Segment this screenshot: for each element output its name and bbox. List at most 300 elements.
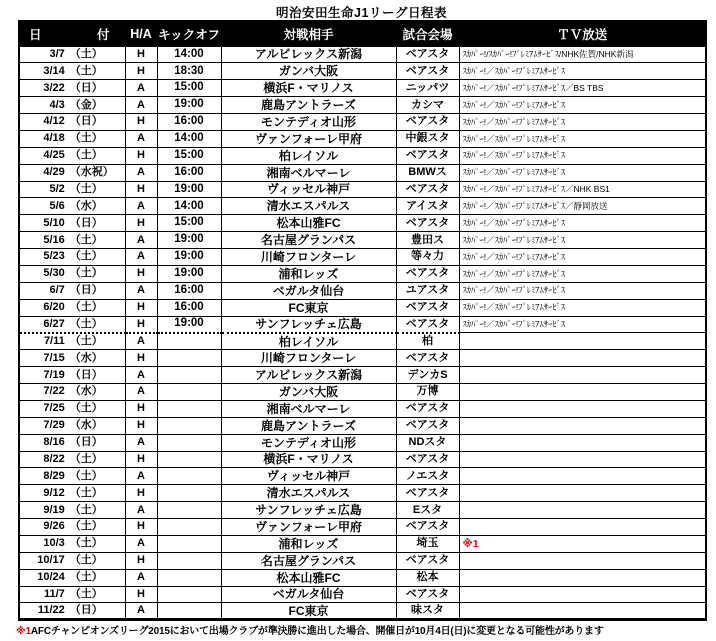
match-date-cell — [19, 130, 125, 147]
home-away-cell: A — [125, 164, 157, 181]
match-day-of-week: （土） — [69, 47, 103, 60]
venue-cell: ベアスタ — [396, 46, 459, 63]
match-date-cell — [19, 367, 125, 384]
match-date: 10/3 — [43, 537, 65, 550]
kickoff-time-cell — [157, 603, 221, 620]
footnote-text: AFCチャンピオンズリーグ2015において出場クラブが準決勝に進出した場合、開催日が10月4日(日)に変更となる可能性があります — [30, 626, 604, 637]
match-date-cell — [19, 46, 125, 63]
schedule-table — [18, 20, 707, 621]
table-row — [19, 181, 706, 198]
kickoff-time-cell — [157, 367, 221, 384]
home-away-cell: A — [125, 198, 157, 215]
tv-broadcast-cell — [459, 316, 706, 333]
venue-cell: ベアスタ — [396, 519, 459, 536]
match-date: 8/29 — [43, 469, 65, 482]
schedule-body — [19, 46, 706, 620]
tv-broadcast-cell — [459, 63, 706, 80]
match-date-cell — [19, 299, 125, 316]
table-row — [19, 63, 706, 80]
match-day-of-week: （土） — [69, 250, 103, 263]
venue-cell: ベアスタ — [396, 181, 459, 198]
tv-broadcast-cell — [459, 451, 706, 468]
table-row — [19, 535, 706, 552]
tv-broadcast-cell — [459, 130, 706, 147]
venue-cell: 味スタ — [396, 603, 459, 620]
venue-cell: ベアスタ — [396, 485, 459, 502]
opponent-cell: サンフレッチェ広島 — [221, 316, 396, 333]
match-day-of-week: （土） — [69, 182, 103, 195]
table-row — [19, 46, 706, 63]
table-row — [19, 451, 706, 468]
tv-broadcast-cell — [459, 97, 706, 114]
home-away-cell: H — [125, 400, 157, 417]
kickoff-time-cell — [157, 535, 221, 552]
match-day-of-week: （土） — [69, 267, 103, 280]
kickoff-time-cell: 19:00 — [157, 316, 221, 333]
footnote — [16, 622, 714, 637]
kickoff-time-cell: 15:00 — [157, 147, 221, 164]
match-date-cell — [19, 164, 125, 181]
tv-broadcast-cell — [459, 535, 706, 552]
kickoff-time-cell — [157, 569, 221, 586]
table-row — [19, 130, 706, 147]
table-row — [19, 400, 706, 417]
kickoff-time-cell: 14:00 — [157, 198, 221, 215]
venue-cell: デンカS — [396, 367, 459, 384]
tv-broadcast-text: ｽｶﾊﾟｰ!／ｽｶﾊﾟｰ!ﾌﾟﾚﾐｱﾑｻｰﾋﾞｽ／NHK BS1 — [462, 184, 610, 195]
kickoff-time-cell: 18:30 — [157, 63, 221, 80]
kickoff-time-cell: 19:00 — [157, 181, 221, 198]
match-date: 3/14 — [43, 64, 65, 77]
venue-cell: ベアスタ — [396, 215, 459, 232]
match-day-of-week: （土） — [69, 469, 103, 482]
column-header-date — [19, 21, 125, 46]
match-date-cell — [19, 181, 125, 198]
home-away-cell: H — [125, 46, 157, 63]
match-date: 10/17 — [37, 554, 65, 567]
table-row — [19, 569, 706, 586]
home-away-cell: A — [125, 535, 157, 552]
kickoff-time-cell: 14:00 — [157, 46, 221, 63]
match-day-of-week: （土） — [69, 537, 103, 550]
home-away-cell: H — [125, 485, 157, 502]
match-date-cell — [19, 468, 125, 485]
match-date: 3/22 — [43, 81, 65, 94]
kickoff-time-cell — [157, 485, 221, 502]
table-row — [19, 350, 706, 367]
table-row — [19, 147, 706, 164]
opponent-cell: ヴァンフォーレ甲府 — [221, 130, 396, 147]
match-day-of-week: （土） — [69, 335, 103, 348]
match-date: 7/22 — [43, 385, 65, 398]
match-day-of-week: （土） — [69, 64, 103, 77]
tv-broadcast-cell — [459, 232, 706, 249]
venue-cell: ベアスタ — [396, 400, 459, 417]
match-date-cell — [19, 63, 125, 80]
tv-broadcast-text: ｽｶﾊﾟｰ!／ｽｶﾊﾟｰ!ﾌﾟﾚﾐｱﾑｻｰﾋﾞｽ — [462, 251, 565, 262]
match-date: 8/16 — [43, 436, 65, 449]
home-away-cell: H — [125, 451, 157, 468]
opponent-cell: 名古屋グランパス — [221, 552, 396, 569]
home-away-cell: H — [125, 586, 157, 603]
venue-cell: ベアスタ — [396, 586, 459, 603]
match-day-of-week: （日） — [69, 436, 103, 449]
tv-broadcast-cell — [459, 147, 706, 164]
kickoff-time-cell — [157, 468, 221, 485]
kickoff-time-cell — [157, 400, 221, 417]
tv-broadcast-cell — [459, 114, 706, 131]
match-date: 10/24 — [37, 571, 65, 584]
match-day-of-week: （土） — [69, 149, 103, 162]
table-row — [19, 333, 706, 350]
kickoff-time-cell: 16:00 — [157, 164, 221, 181]
tv-broadcast-text: ｽｶﾊﾟｰ!／ｽｶﾊﾟｰ!ﾌﾟﾚﾐｱﾑｻｰﾋﾞｽ — [462, 285, 565, 296]
tv-broadcast-cell — [459, 265, 706, 282]
tv-broadcast-cell — [459, 164, 706, 181]
venue-cell: 柏 — [396, 333, 459, 350]
footnote-marker-ref: ※1 — [462, 537, 479, 550]
tv-broadcast-cell — [459, 384, 706, 401]
match-date-cell — [19, 80, 125, 97]
home-away-cell: A — [125, 569, 157, 586]
match-date-cell — [19, 451, 125, 468]
tv-broadcast-cell — [459, 299, 706, 316]
match-date: 5/2 — [49, 182, 65, 195]
tv-broadcast-cell — [459, 367, 706, 384]
tv-broadcast-cell — [459, 80, 706, 97]
home-away-cell: H — [125, 552, 157, 569]
match-date-cell — [19, 552, 125, 569]
home-away-cell: H — [125, 147, 157, 164]
venue-cell: 中銀スタ — [396, 130, 459, 147]
opponent-cell: サンフレッチェ広島 — [221, 502, 396, 519]
header-date-left: 日 — [29, 27, 42, 42]
opponent-cell: ベガルタ仙台 — [221, 586, 396, 603]
tv-broadcast-text: ｽｶﾊﾟｰ!／ｽｶﾊﾟｰ!ﾌﾟﾚﾐｱﾑｻｰﾋﾞｽ — [462, 234, 565, 245]
home-away-cell: A — [125, 367, 157, 384]
opponent-cell: 清水エスパルス — [221, 485, 396, 502]
venue-cell: 万博 — [396, 384, 459, 401]
match-day-of-week: （土） — [69, 571, 103, 584]
tv-broadcast-text: ｽｶﾊﾟｰ!／ｽｶﾊﾟｰ!ﾌﾟﾚﾐｱﾑｻｰﾋﾞｽ／静岡放送 — [462, 201, 608, 212]
match-date-cell — [19, 502, 125, 519]
venue-cell: 豊田ス — [396, 232, 459, 249]
table-row — [19, 316, 706, 333]
match-day-of-week: （土） — [69, 554, 103, 567]
match-day-of-week: （水） — [69, 351, 103, 364]
tv-broadcast-cell — [459, 485, 706, 502]
venue-cell: ベアスタ — [396, 265, 459, 282]
tv-broadcast-cell — [459, 282, 706, 299]
match-day-of-week: （日） — [69, 216, 103, 229]
venue-cell: ニッパツ — [396, 80, 459, 97]
kickoff-time-cell: 19:00 — [157, 232, 221, 249]
kickoff-time-cell — [157, 552, 221, 569]
tv-broadcast-cell — [459, 569, 706, 586]
match-date-cell — [19, 232, 125, 249]
match-date: 5/10 — [43, 216, 65, 229]
kickoff-time-cell: 15:00 — [157, 80, 221, 97]
opponent-cell: 横浜F・マリノス — [221, 451, 396, 468]
match-date-cell — [19, 603, 125, 620]
home-away-cell: H — [125, 299, 157, 316]
home-away-cell: A — [125, 80, 157, 97]
venue-cell: ベアスタ — [396, 417, 459, 434]
match-date: 9/19 — [43, 503, 65, 516]
match-date-cell — [19, 97, 125, 114]
match-date-cell — [19, 282, 125, 299]
kickoff-time-cell — [157, 333, 221, 350]
table-row — [19, 97, 706, 114]
match-date: 11/22 — [37, 604, 65, 617]
match-date-cell — [19, 198, 125, 215]
opponent-cell: ヴィッセル神戸 — [221, 181, 396, 198]
opponent-cell: 川崎フロンターレ — [221, 350, 396, 367]
home-away-cell: A — [125, 468, 157, 485]
match-date: 7/29 — [43, 419, 65, 432]
table-row — [19, 249, 706, 266]
opponent-cell: 松本山雅FC — [221, 215, 396, 232]
tv-broadcast-text: ｽｶﾊﾟｰ!／ｽｶﾊﾟｰ!ﾌﾟﾚﾐｱﾑｻｰﾋﾞｽ — [462, 217, 565, 228]
header-date-right: 付 — [96, 27, 110, 42]
match-date: 5/30 — [43, 267, 65, 280]
kickoff-time-cell — [157, 417, 221, 434]
opponent-cell: 柏レイソル — [221, 333, 396, 350]
kickoff-time-cell — [157, 350, 221, 367]
tv-broadcast-cell — [459, 181, 706, 198]
match-date: 4/25 — [43, 149, 65, 162]
home-away-cell: H — [125, 215, 157, 232]
table-row — [19, 485, 706, 502]
venue-cell: BMWス — [396, 164, 459, 181]
home-away-cell: H — [125, 417, 157, 434]
match-day-of-week: （土） — [69, 317, 103, 330]
match-date: 7/25 — [43, 402, 65, 415]
table-row — [19, 434, 706, 451]
home-away-cell: A — [125, 97, 157, 114]
table-row — [19, 80, 706, 97]
tv-broadcast-cell — [459, 586, 706, 603]
venue-cell: ベアスタ — [396, 350, 459, 367]
venue-cell: 松本 — [396, 569, 459, 586]
venue-cell: 等々力 — [396, 249, 459, 266]
match-date-cell — [19, 249, 125, 266]
match-date-cell — [19, 519, 125, 536]
match-date: 4/3 — [49, 98, 65, 111]
column-header-tv: ＴＶ放送 — [459, 21, 706, 46]
table-row — [19, 417, 706, 434]
match-date-cell — [19, 147, 125, 164]
venue-cell: ベアスタ — [396, 299, 459, 316]
match-date: 8/22 — [43, 452, 65, 465]
table-row — [19, 586, 706, 603]
venue-cell: ベアスタ — [396, 147, 459, 164]
match-day-of-week: （水祝） — [69, 166, 114, 179]
tv-broadcast-cell — [459, 350, 706, 367]
tv-broadcast-text: ｽｶﾊﾟｰ!／ｽｶﾊﾟｰ!ﾌﾟﾚﾐｱﾑｻｰﾋﾞｽ — [462, 133, 565, 144]
page-title: 明治安田生命J1リーグ日程表 — [276, 6, 447, 20]
kickoff-time-cell — [157, 502, 221, 519]
table-row — [19, 114, 706, 131]
kickoff-time-cell: 16:00 — [157, 299, 221, 316]
opponent-cell: 川崎フロンターレ — [221, 249, 396, 266]
opponent-cell: 鹿島アントラーズ — [221, 417, 396, 434]
match-date-cell — [19, 535, 125, 552]
match-day-of-week: （土） — [69, 233, 103, 246]
home-away-cell: H — [125, 265, 157, 282]
match-date-cell — [19, 434, 125, 451]
tv-broadcast-text: ｽｶﾊﾟｰ!／ｽｶﾊﾟｰ!ﾌﾟﾚﾐｱﾑｻｰﾋﾞｽ／BS TBS — [462, 82, 604, 93]
match-day-of-week: （日） — [69, 115, 103, 128]
match-date: 11/7 — [43, 587, 65, 600]
tv-broadcast-text: ｽｶﾊﾟｰ!／ｽｶﾊﾟｰ!ﾌﾟﾚﾐｱﾑｻｰﾋﾞｽ — [462, 99, 565, 110]
tv-broadcast-cell — [459, 603, 706, 620]
match-date: 7/11 — [43, 335, 65, 348]
tv-broadcast-cell — [459, 249, 706, 266]
match-day-of-week: （土） — [69, 402, 103, 415]
match-day-of-week: （日） — [69, 284, 103, 297]
home-away-cell: A — [125, 249, 157, 266]
opponent-cell: ベガルタ仙台 — [221, 282, 396, 299]
footnote-marker: ※1 — [16, 626, 31, 637]
opponent-cell: 横浜F・マリノス — [221, 80, 396, 97]
table-row — [19, 552, 706, 569]
tv-broadcast-text: ｽｶﾊﾟｰ!／ｽｶﾊﾟｰ!ﾌﾟﾚﾐｱﾑｻｰﾋﾞｽ — [462, 167, 565, 178]
opponent-cell: アルビレックス新潟 — [221, 46, 396, 63]
table-row — [19, 164, 706, 181]
table-row — [19, 265, 706, 282]
opponent-cell: 浦和レッズ — [221, 265, 396, 282]
match-date-cell — [19, 485, 125, 502]
match-day-of-week: （日） — [69, 81, 103, 94]
match-date-cell — [19, 265, 125, 282]
match-date: 7/15 — [43, 351, 65, 364]
table-row — [19, 502, 706, 519]
table-header — [19, 21, 706, 46]
match-day-of-week: （日） — [69, 604, 103, 617]
venue-cell: ベアスタ — [396, 552, 459, 569]
opponent-cell: 柏レイソル — [221, 147, 396, 164]
match-date: 7/19 — [43, 368, 65, 381]
column-header-opponent: 対戦相手 — [221, 21, 396, 46]
table-row — [19, 282, 706, 299]
tv-broadcast-cell — [459, 215, 706, 232]
match-day-of-week: （水） — [69, 419, 103, 432]
tv-broadcast-cell — [459, 400, 706, 417]
tv-broadcast-text: ｽｶﾊﾟｰ!／ｽｶﾊﾟｰ!ﾌﾟﾚﾐｱﾑｻｰﾋﾞｽ — [462, 150, 565, 161]
venue-cell: Eスタ — [396, 502, 459, 519]
kickoff-time-cell: 16:00 — [157, 282, 221, 299]
opponent-cell: 名古屋グランパス — [221, 232, 396, 249]
match-date-cell — [19, 316, 125, 333]
home-away-cell: A — [125, 232, 157, 249]
venue-cell: アイスタ — [396, 198, 459, 215]
match-day-of-week: （土） — [69, 301, 103, 314]
match-day-of-week: （土） — [69, 132, 103, 145]
match-date-cell — [19, 569, 125, 586]
opponent-cell: モンテディオ山形 — [221, 114, 396, 131]
opponent-cell: モンテディオ山形 — [221, 434, 396, 451]
match-date: 9/12 — [43, 486, 65, 499]
table-row — [19, 232, 706, 249]
venue-cell: 埼玉 — [396, 535, 459, 552]
tv-broadcast-cell — [459, 417, 706, 434]
match-day-of-week: （土） — [69, 503, 103, 516]
opponent-cell: FC東京 — [221, 299, 396, 316]
home-away-cell: H — [125, 181, 157, 198]
home-away-cell: H — [125, 316, 157, 333]
opponent-cell: 湘南ベルマーレ — [221, 164, 396, 181]
match-day-of-week: （土） — [69, 452, 103, 465]
tv-broadcast-text: ｽｶﾊﾟｰ!／ｽｶﾊﾟｰ!ﾌﾟﾚﾐｱﾑｻｰﾋﾞｽ — [462, 319, 565, 330]
match-date: 4/29 — [43, 166, 65, 179]
tv-broadcast-cell — [459, 519, 706, 536]
venue-cell: ベアスタ — [396, 114, 459, 131]
kickoff-time-cell: 14:00 — [157, 130, 221, 147]
opponent-cell: ガンバ大阪 — [221, 63, 396, 80]
tv-broadcast-text: ｽｶﾊﾟｰ!／ｽｶﾊﾟｰ!ﾌﾟﾚﾐｱﾑｻｰﾋﾞｽ — [462, 268, 565, 279]
home-away-cell: H — [125, 519, 157, 536]
home-away-cell: A — [125, 130, 157, 147]
tv-broadcast-cell — [459, 46, 706, 63]
match-date: 3/7 — [49, 47, 65, 60]
opponent-cell: ヴィッセル神戸 — [221, 468, 396, 485]
venue-cell: ベアスタ — [396, 316, 459, 333]
match-day-of-week: （水） — [69, 385, 103, 398]
opponent-cell: 清水エスパルス — [221, 198, 396, 215]
match-date: 5/16 — [43, 233, 65, 246]
tv-broadcast-text: ｽｶﾊﾟｰ!/ｽｶﾊﾟｰ!ﾌﾟﾚﾐｱﾑｻｰﾋﾞｽ/NHK佐賀/NHK新潟 — [462, 49, 634, 60]
table-row — [19, 519, 706, 536]
kickoff-time-cell: 19:00 — [157, 97, 221, 114]
kickoff-time-cell — [157, 519, 221, 536]
venue-cell: ユアスタ — [396, 282, 459, 299]
match-date: 6/20 — [43, 301, 65, 314]
match-day-of-week: （土） — [69, 587, 103, 600]
venue-cell: NDスタ — [396, 434, 459, 451]
match-day-of-week: （土） — [69, 486, 103, 499]
tv-broadcast-text: ｽｶﾊﾟｰ!／ｽｶﾊﾟｰ!ﾌﾟﾚﾐｱﾑｻｰﾋﾞｽ — [462, 66, 565, 77]
home-away-cell: A — [125, 434, 157, 451]
venue-cell: ノエスタ — [396, 468, 459, 485]
column-header-kickoff: キックオフ — [157, 21, 221, 46]
venue-cell: ベアスタ — [396, 451, 459, 468]
match-date: 5/6 — [49, 199, 65, 212]
tv-broadcast-cell — [459, 468, 706, 485]
match-date-cell — [19, 333, 125, 350]
kickoff-time-cell — [157, 434, 221, 451]
kickoff-time-cell: 19:00 — [157, 249, 221, 266]
match-date-cell — [19, 114, 125, 131]
table-row — [19, 384, 706, 401]
table-row — [19, 299, 706, 316]
opponent-cell: 湘南ベルマーレ — [221, 400, 396, 417]
home-away-cell: H — [125, 350, 157, 367]
match-date: 4/12 — [43, 115, 65, 128]
kickoff-time-cell — [157, 586, 221, 603]
opponent-cell: 浦和レッズ — [221, 535, 396, 552]
home-away-cell: A — [125, 603, 157, 620]
match-date-cell — [19, 350, 125, 367]
table-row — [19, 603, 706, 620]
venue-cell: ベアスタ — [396, 63, 459, 80]
table-row — [19, 468, 706, 485]
tv-broadcast-cell — [459, 502, 706, 519]
match-date-cell — [19, 384, 125, 401]
kickoff-time-cell: 16:00 — [157, 114, 221, 131]
match-date-cell — [19, 417, 125, 434]
home-away-cell: A — [125, 333, 157, 350]
